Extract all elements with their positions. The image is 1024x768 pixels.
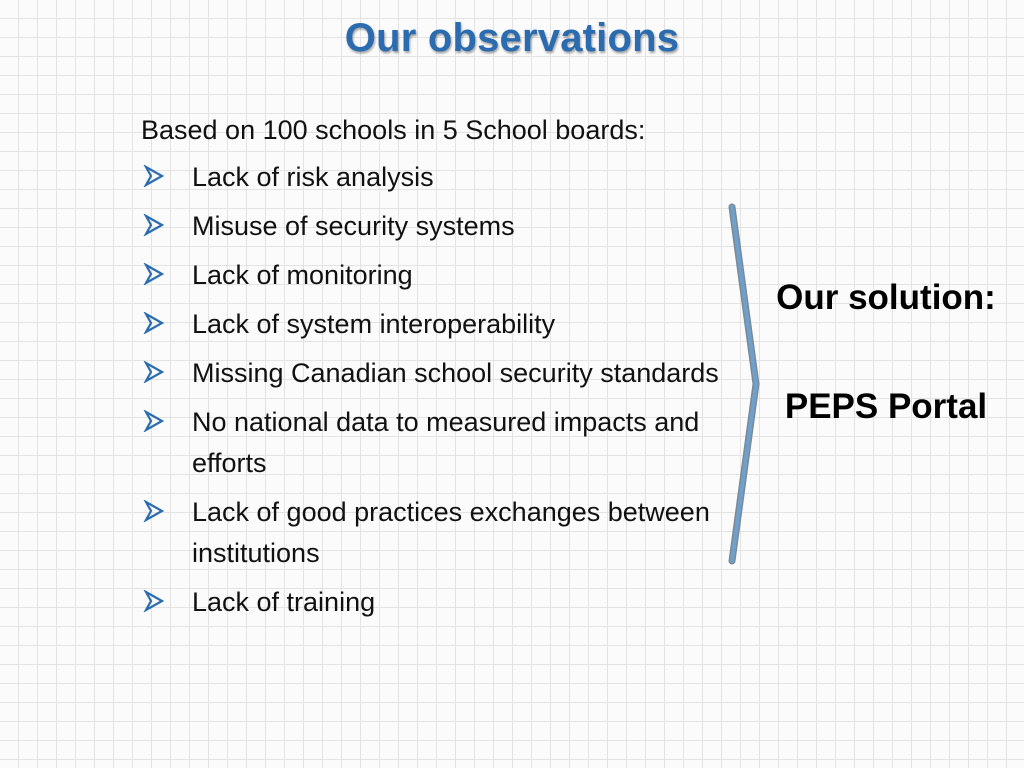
arrow-bullet-icon — [143, 590, 165, 612]
list-item — [141, 255, 731, 296]
solution-label: Our solution: — [776, 278, 996, 317]
list-item-text: Lack of monitoring — [192, 260, 413, 290]
list-item — [141, 206, 731, 247]
list-item-text: Lack of training — [192, 587, 376, 617]
list-item — [141, 402, 731, 484]
list-item-text: Misuse of security systems — [192, 211, 515, 241]
arrow-bullet-icon — [143, 410, 165, 432]
list-item-text: Missing Canadian school security standards — [192, 358, 719, 388]
list-item-text: No national data to measured impacts and efforts — [192, 407, 700, 478]
arrow-bullet-icon — [143, 214, 165, 236]
observations-list — [141, 157, 731, 631]
list-item — [141, 492, 731, 574]
arrow-bullet-icon — [143, 165, 165, 187]
intro-text: Based on 100 schools in 5 School boards: — [141, 115, 646, 145]
list-item — [141, 304, 731, 345]
list-item-text: Lack of good practices exchanges between institutions — [192, 497, 710, 568]
list-item-text: Lack of risk analysis — [192, 162, 434, 192]
arrow-bullet-icon — [143, 263, 165, 285]
list-item — [141, 582, 731, 623]
list-item — [141, 353, 731, 394]
right-brace-icon — [726, 203, 760, 565]
arrow-bullet-icon — [143, 361, 165, 383]
solution-name: PEPS Portal — [784, 387, 988, 426]
slide-title: Our observations — [344, 16, 680, 60]
list-item-text: Lack of system interoperability — [192, 309, 556, 339]
list-item — [141, 157, 731, 198]
arrow-bullet-icon — [143, 500, 165, 522]
arrow-bullet-icon — [143, 312, 165, 334]
